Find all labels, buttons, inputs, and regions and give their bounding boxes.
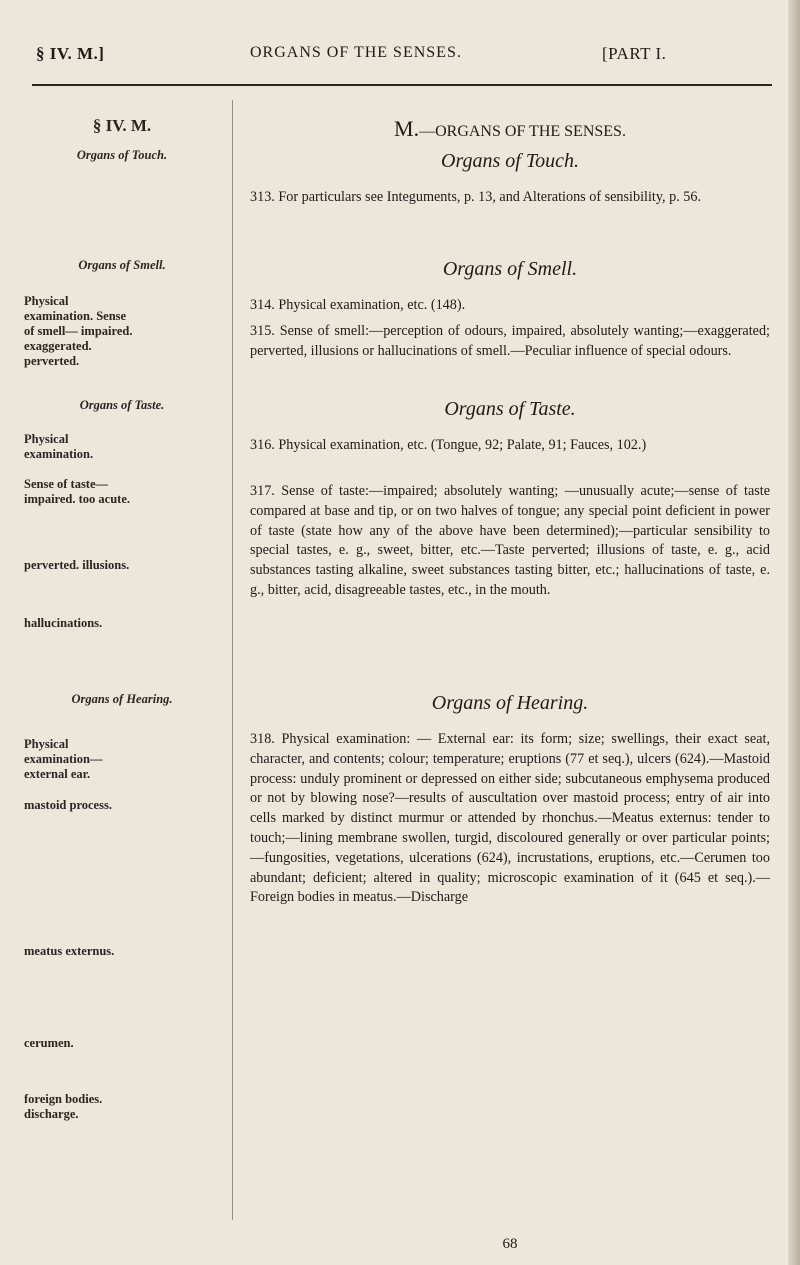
chapter-title: —ORGANS OF THE SENSES. xyxy=(419,123,626,140)
heading-smell: Organs of Smell. xyxy=(442,258,578,280)
para-313: 313. For particulars see Integuments, p. 13, and Alterations of sensibility, p. 56. xyxy=(250,189,702,205)
sidenote-smell-exam: Physical examination. Sense of smell— impaired. exaggerated. perverted. xyxy=(24,294,133,368)
heading-touch: Organs of Touch. xyxy=(441,150,579,172)
sidenote-taste-exam: Physical examination. xyxy=(24,432,94,461)
heading-taste: Organs of Taste. xyxy=(444,398,576,420)
para-315: 315. Sense of smell:—perception of odours, impaired, absolutely wanting;—exaggerated; perverted, illusions or hallucinations of smell.—Peculiar influence of special odours. xyxy=(250,323,770,359)
header-rule xyxy=(32,84,772,86)
page-edge-shadow xyxy=(788,0,800,1265)
margin-divider xyxy=(232,100,233,1220)
sidenote-hearing-exam: Physical examination— external ear. xyxy=(24,737,103,781)
sidenote-taste-hallucinations: hallucinations. xyxy=(24,616,103,630)
para-314: 314. Physical examination, etc. (148). xyxy=(250,297,466,313)
sidenote-touch: Organs of Touch. xyxy=(76,148,168,162)
sidenote-smell: Organs of Smell. xyxy=(78,258,166,272)
sidenote-hearing: Organs of Hearing. xyxy=(71,692,173,706)
running-header-section: § IV. M.] xyxy=(36,44,105,63)
para-317: 317. Sense of taste:—impaired; absolutely wanting; —unusually acute;—sense of taste compared at base and tip, or on two halves of tongue; any special point deficient in power of taste (state how any of the above have been determined);—particular sensibility to special tastes, e. g., sweet, bitter, etc.—Taste perverted; illusions of taste, e. g., acid substances tasting alkaline, sweet substances tasting bitter, etc.; hallucinations of taste, e. g., bitter, acid, disagreeable tastes, etc., in the mouth. xyxy=(250,483,770,598)
running-header-title: ORGANS OF THE SENSES. xyxy=(250,44,462,61)
sidenote-taste: Organs of Taste. xyxy=(79,398,165,412)
sidenote-mastoid: mastoid process. xyxy=(24,798,112,812)
sidebar-section: § IV. M. xyxy=(92,116,152,135)
sidenote-foreign-bodies: foreign bodies. discharge. xyxy=(24,1092,103,1121)
running-header-part: [PART I. xyxy=(602,44,667,63)
sidenote-meatus: meatus externus. xyxy=(24,944,115,958)
heading-hearing: Organs of Hearing. xyxy=(431,692,589,714)
chapter-heading xyxy=(250,116,770,142)
para-316: 316. Physical examination, etc. (Tongue, 92; Palate, 91; Fauces, 102.) xyxy=(250,437,647,453)
sidenote-cerumen: cerumen. xyxy=(24,1036,74,1050)
page-number: 68 xyxy=(502,1236,518,1252)
sidenote-taste-perverted: perverted. illusions. xyxy=(24,558,130,572)
para-318: 318. Physical examination: — External ear: its form; size; swellings, their exact seat, character, and contents; colour; temperature; eruptions (77 et seq.), ulcers (624).—Mastoid process: unduly prominent or depressed on either side; subcutaneous emphysema produced or not by blowing nose?—results of auscultation over mastoid process; entry of air into cells marked by distinct murmur or attended by rhonchus.—Meatus externus: tender to touch;—lining membrane swollen, turgid, discoloured generally or over particular points;—fungosities, vegetations, ulcerations (624), incrustations, eruptions, etc.—Cerumen too abundant; deficient; altered in quality; microscopic examination of it (645 et seq.).—Foreign bodies in meatus.—Discharge xyxy=(250,731,770,906)
chapter-letter: M. xyxy=(394,116,420,141)
sidenote-taste-sense: Sense of taste— impaired. too acute. xyxy=(24,477,131,506)
